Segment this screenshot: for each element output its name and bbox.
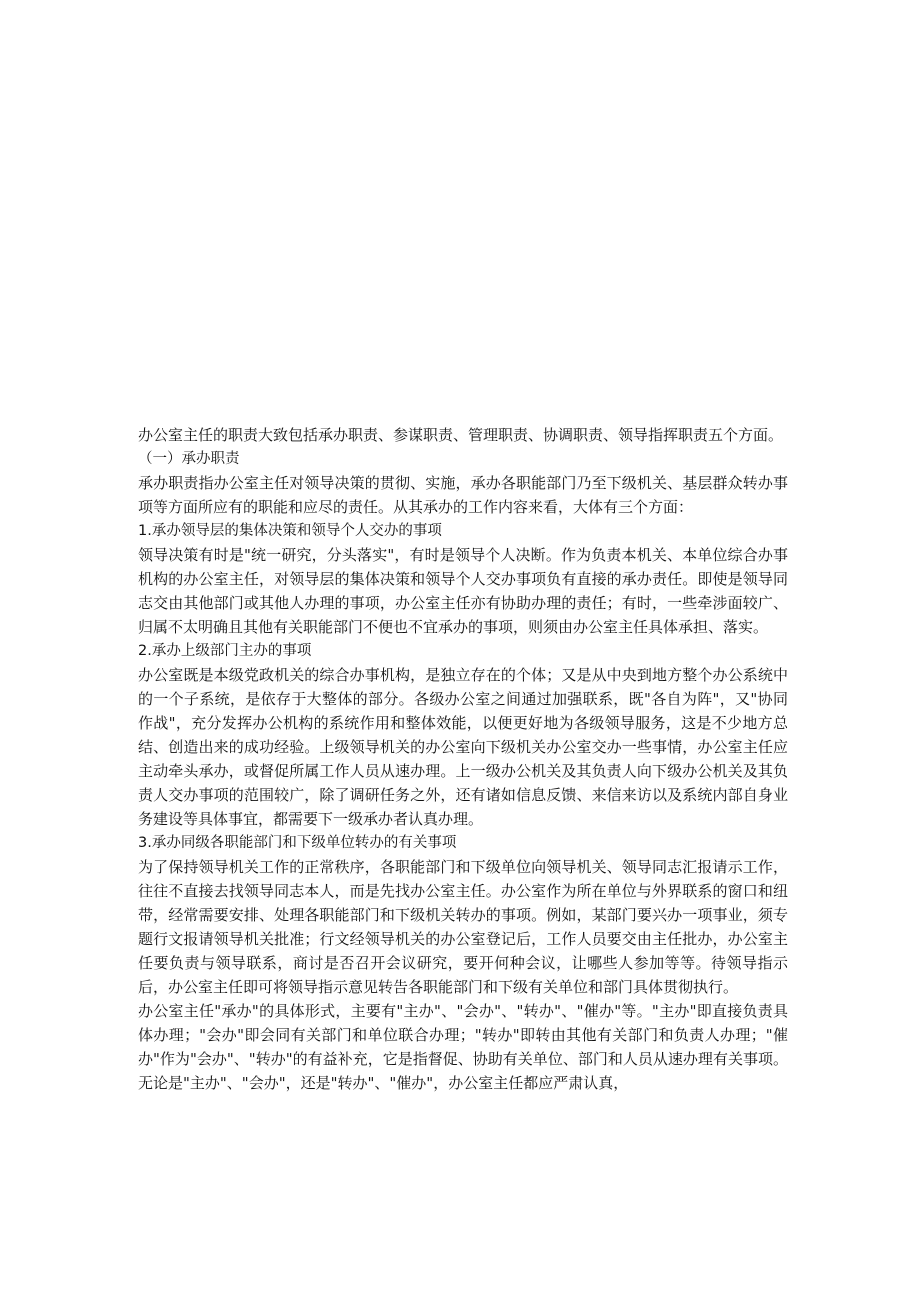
paragraph-intro: 办公室主任的职责大致包括承办职责、参谋职责、管理职责、协调职责、领导指挥职责五个方面。 [138, 426, 784, 444]
paragraph-subheading-3: 为了保持领导机关工作的正常秩序，各职能部门和下级单位向领导机关、领导同志汇报请示工作，往往不直接去找领导同志本人，而是先找办公室主任。办公室作为所在单位与外界联系的窗口和纽带，经常需要安排、处理各职能部门和下级机关转办的事项。例如，某部门要兴办一项事业，须专题行文报请领导机关批准；行文经领导机关的办公室登记后，工作人员要交由主任批办，办公室主任要负责与领导联系，商讨是否召开会议研究，要开何种会议，让哪些人参加等等。待领导指示后，办公室主任即可将领导指示意见转告各职能部门和下级有关单位和部门具体贯彻执行。 [138, 858, 788, 996]
subheading-2: 2.承办上级部门主办的事项 [138, 643, 312, 659]
paragraph-subheading-1: 领导决策有时是"统一研究，分头落实"，有时是领导个人决断。作为负责本机关、本单位综合办事机构的办公室主任，对领导层的集体决策和领导个人交办事项负有直接的承办责任。即使是领导同志交由其他部门或其他人办理的事项，办公室主任亦有协助办理的责任；有时，一些牵涉面较广、归属不太明确且其他有关职能部门不便也不宜承办的事项，则须由办公室主任具体承担、落实。 [138, 546, 788, 636]
subheading-3: 3.承办同级各职能部门和下级单位转办的有关事项 [138, 835, 457, 851]
subheading-1: 1.承办领导层的集体决策和领导个人交办的事项 [138, 523, 442, 539]
document-body [138, 423, 788, 1095]
paragraph-undertaking-forms: 办公室主任"承办"的具体形式，主要有"主办"、"会办"、"转办"、"催办"等。"主办"即直接负责具体办理；"会办"即会同有关部门和单位联合办理；"转办"即转由其他有关部门和负责人办理；"催办"作为"会办"、"转办"的有益补充，它是指督促、协助有关单位、部门和人员从速办理有关事项。无论是"主办"、"会办"，还是"转办"、"催办"，办公室主任都应严肃认真， [138, 1002, 788, 1092]
paragraph-subheading-2: 办公室既是本级党政机关的综合办事机构，是独立存在的个体；又是从中央到地方整个办公系统中的一个子系统，是依存于大整体的部分。各级办公室之间通过加强联系，既"各自为阵"，又"协同作战"，充分发挥办公机构的系统作用和整体效能，以便更好地为各级领导服务，这是不少地方总结、创造出来的成功经验。上级领导机关的办公室向下级机关办公室交办一些事情，办公室主任应主动牵头承办，或督促所属工作人员从速办理。上一级办公机关及其负责人向下级办公机关及其负责人交办事项的范围较广，除了调研任务之外，还有诸如信息反馈、来信来访以及系统内部自身业务建设等具体事宜，都需要下一级承办者认真办理。 [138, 666, 788, 828]
section-heading-undertaking-duties: （一）承办职责 [138, 451, 240, 467]
paragraph-undertaking-definition: 承办职责指办公室主任对领导决策的贯彻、实施，承办各职能部门乃至下级机关、基层群众转办事项等方面所应有的职能和应尽的责任。从其承办的工作内容来看，大体有三个方面： [138, 474, 788, 516]
